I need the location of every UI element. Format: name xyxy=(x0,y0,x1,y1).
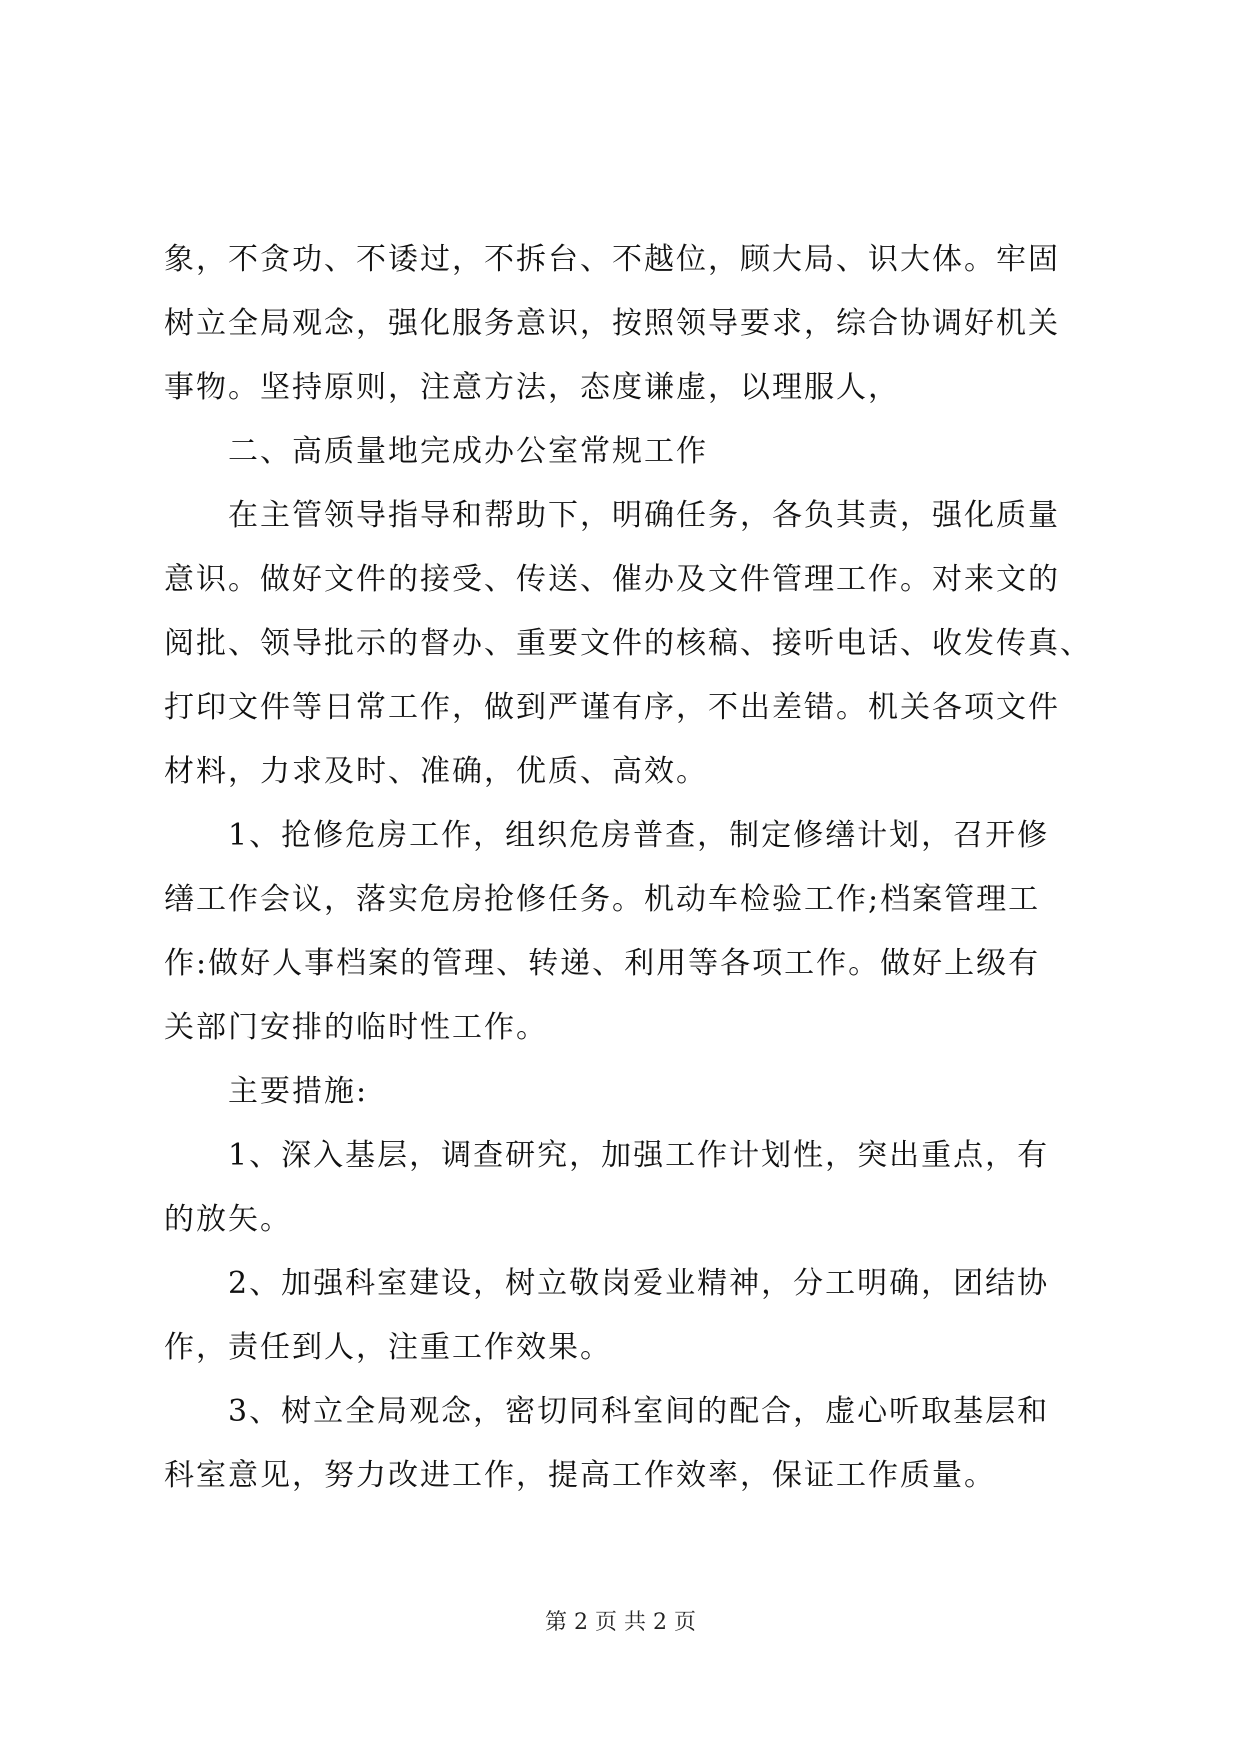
text-line: 科室意见，努力改进工作，提高工作效率，保证工作质量。 xyxy=(164,1458,996,1493)
text-line: 意识。做好文件的接受、传送、催办及文件管理工作。对来文的 xyxy=(164,562,1060,597)
text-line: 2、加强科室建设，树立敬岗爱业精神，分工明确，团结协 xyxy=(164,1266,1050,1301)
text-line: 缮工作会议，落实危房抢修任务。机动车检验工作;档案管理工 xyxy=(164,882,1041,917)
text-line: 1、深入基层，调查研究，加强工作计划性，突出重点，有 xyxy=(164,1138,1050,1173)
text-line: 材料，力求及时、准确，优质、高效。 xyxy=(164,754,708,789)
text-line: 树立全局观念，强化服务意识，按照领导要求，综合协调好机关 xyxy=(164,306,1060,341)
section-heading: 主要措施: xyxy=(164,1074,369,1109)
text-line: 阅批、领导批示的督办、重要文件的核稿、接听电话、收发传真、 xyxy=(164,626,1092,661)
text-line: 象，不贪功、不诿过，不拆台、不越位，顾大局、识大体。牢固 xyxy=(164,242,1060,277)
text-line: 关部门安排的临时性工作。 xyxy=(164,1010,548,1045)
text-line: 3、树立全局观念，密切同科室间的配合，虚心听取基层和 xyxy=(164,1394,1050,1429)
text-line: 在主管领导指导和帮助下，明确任务，各负其责，强化质量 xyxy=(164,498,1060,533)
text-line: 作，责任到人，注重工作效果。 xyxy=(164,1330,612,1365)
text-line: 的放矢。 xyxy=(164,1202,292,1237)
text-line: 事物。坚持原则，注意方法，态度谦虚，以理服人， xyxy=(164,370,900,405)
text-line: 打印文件等日常工作，做到严谨有序，不出差错。机关各项文件 xyxy=(164,690,1060,725)
page-footer: 第 2 页 共 2 页 xyxy=(545,1610,696,1635)
section-heading: 二、高质量地完成办公室常规工作 xyxy=(164,434,708,469)
text-line: 1、抢修危房工作，组织危房普查，制定修缮计划，召开修 xyxy=(164,818,1050,853)
text-line: 作:做好人事档案的管理、转递、利用等各项工作。做好上级有 xyxy=(164,946,1041,981)
document-body xyxy=(164,228,1092,1508)
